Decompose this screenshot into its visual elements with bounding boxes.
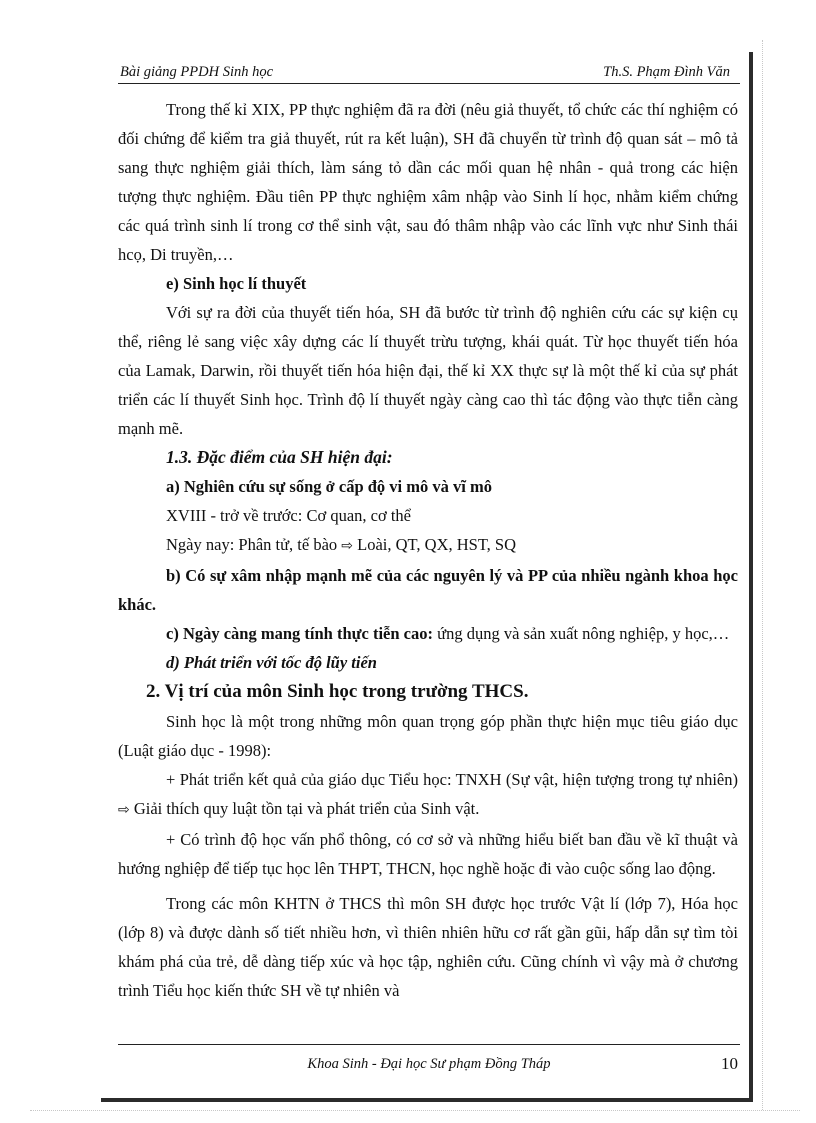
page-edge-right (762, 40, 763, 1110)
heading-micro-macro-level: a) Nghiên cứu sự sống ở cấp độ vi mô và vĩ mô (166, 477, 492, 496)
page-number: 10 (721, 1054, 738, 1073)
header-course-title: Bài giảng PPDH Sinh học (120, 64, 274, 80)
text-practical: ứng dụng và sản xuất nông nghiệp, y học,… (433, 624, 730, 643)
heading-practical: c) Ngày càng mang tính thực tiễn cao: (166, 624, 434, 643)
footer-institution: Khoa Sinh - Đại học Sư phạm Đồng Tháp (307, 1056, 551, 1072)
text-today-level-pre: Ngày nay: Phân tử, tế bào (166, 535, 342, 554)
heading-modern-biology-features: 1.3. Đặc điểm của SH hiện đại: (166, 447, 393, 467)
heading-interdisciplinary: b) Có sự xâm nhập mạnh mẽ của các nguyên lý và PP của nhiều ngành khoa học khác. (118, 566, 738, 614)
text-xviii-level: XVIII - trở về trước: Cơ quan, cơ thể (166, 506, 411, 525)
paragraph-evolution-theory: Với sự ra đời của thuyết tiến hóa, SH đã bước từ trình độ nghiên cứu các sự kiện cụ thể, riêng lẻ sang việc xây dựng các lí thuyết trừu tượng, khái quát. Từ học thuyết tiến hóa của Lamak, Darwin, rồi thuyết tiến hóa hiện đại, thế kỉ XX thực sự là một thế kỉ của sự phát triển các lí thuyết Sinh học. Trình độ lí thuyết ngày càng cao thì tác động vào thực tiễn càng mạnh mẽ. (118, 303, 738, 438)
paragraph-experimental-method: Trong thế kỉ XIX, PP thực nghiệm đã ra đời (nêu giả thuyết, tổ chức các thí nghiệm có đối chứng để kiểm tra giả thuyết, rút ra kết luận), SH đã chuyển từ trình độ quan sát – mô tả sang thực nghiệm giải thích, làm sáng tỏ dần các mối quan hệ nhân - quả trong các hiện tượng thực nghiệm. Đầu tiên PP thực nghiệm xâm nhập vào Sinh lí học, nhằm kiểm chứng các quá trình sinh lí trong cơ thể sinh vật, sau đó thâm nhập vào các lĩnh vực như Sinh thái hcọ, Di truyền,… (118, 100, 738, 264)
text-today-level-post: Loài, QT, QX, HST, SQ (353, 535, 517, 554)
footer-divider (118, 1044, 740, 1045)
arrow-right-icon: ⇨ (341, 538, 354, 554)
text-today-level (118, 530, 738, 561)
page-edge-bottom (30, 1110, 800, 1111)
paragraph-education-goal: Sinh học là một trong những môn quan trọng góp phần thực hiện mục tiêu giáo dục (Luật giáo dục - 1998): (118, 712, 738, 760)
list-item-primary-results-post: Giải thích quy luật tồn tại và phát triển của Sinh vật. (129, 799, 480, 818)
list-item-primary-results (118, 765, 738, 825)
arrow-right-icon: ⇨ (118, 802, 130, 818)
paragraph-practical (118, 619, 738, 648)
list-item-general-education: + Có trình độ học vấn phổ thông, có cơ sở và những hiểu biết ban đầu về kĩ thuật và hướng nghiệp để tiếp tục học lên THPT, THCN, học nghề hoặc đi vào cuộc sống lao động. (118, 830, 738, 878)
heading-theoretical-biology: e) Sinh học lí thuyết (166, 274, 307, 293)
heading-progressive-growth: d) Phát triển với tốc độ lũy tiến (166, 653, 377, 672)
section-heading-biology-position: 2. Vị trí của môn Sinh học trong trường THCS. (146, 681, 529, 702)
header-author: Th.S. Phạm Đình Văn (603, 64, 730, 80)
page-content (118, 95, 738, 1005)
page-header (118, 64, 740, 84)
paragraph-natural-sciences: Trong các môn KHTN ở THCS thì môn SH được học trước Vật lí (lớp 7), Hóa học (lớp 8) và được dành số tiết nhiều hơn, vì thiên nhiên hữu cơ rất gần gũi, hấp dẫn sự tìm tòi khám phá của trẻ, dễ dàng tiếp xúc và học tập, nghiên cứu. Cũng chính vì vậy mà ở chương trình Tiểu học kiến thức SH về tự nhiên và (118, 894, 738, 1000)
list-item-primary-results-pre: + Phát triển kết quả của giáo dục Tiểu học: TNXH (Sự vật, hiện tượng trong tự nhiên) (166, 770, 738, 789)
